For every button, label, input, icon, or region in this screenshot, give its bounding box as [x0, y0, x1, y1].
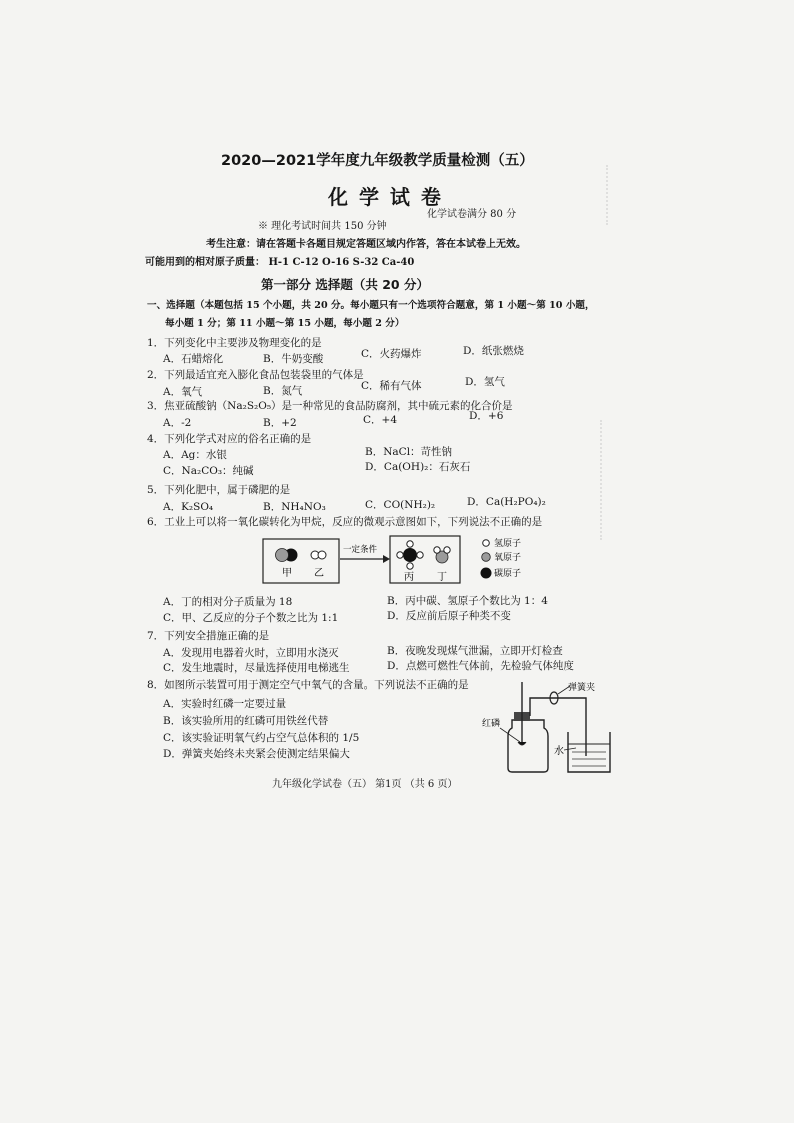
- product-hydrogen-atom: [407, 563, 413, 569]
- reaction-diagram: [260, 533, 580, 589]
- q3-option-d: D．+6: [469, 410, 504, 422]
- red-phosphorus-label: 红磷: [482, 719, 501, 729]
- gas-bottle: [508, 720, 548, 772]
- q2-stem: 2．下列最适宜充入膨化食品包装袋里的气体是: [147, 369, 364, 381]
- product-hydrogen-atom: [397, 552, 403, 558]
- q7-option-a: A．发现用电器着火时，立即用水浇灭: [163, 647, 339, 659]
- q2-option-a: A．氧气: [163, 386, 203, 398]
- atomic-mass-line: 可能用到的相对原子质量： H-1 C-12 O-16 S-32 Ca-40: [145, 257, 415, 268]
- product-hydrogen-atom: [434, 547, 440, 553]
- legend-hydrogen-icon: [483, 540, 490, 547]
- q1-option-a: A．石蜡熔化: [163, 353, 224, 365]
- q3-stem: 3．焦亚硫酸钠（Na₂S₂O₅）是一种常见的食品防腐剂，其中硫元素的化合价是: [147, 400, 513, 412]
- bleed-through-mark: [600, 420, 616, 540]
- reactant-box: [263, 539, 339, 583]
- q3-option-a: A．-2: [163, 417, 192, 429]
- q7-stem: 7．下列安全措施正确的是: [147, 630, 270, 642]
- q1-option-d: D．纸张燃烧: [463, 345, 524, 357]
- q6-option-b: B．丙中碳、氢原子个数比为 1：4: [387, 595, 548, 607]
- water-pointer: [564, 748, 576, 750]
- q5-option-b: B．NH₄NO₃: [263, 501, 326, 513]
- legend-oxygen-label: 氧原子: [494, 553, 522, 563]
- q6-option-d: D．反应前后原子种类不变: [387, 610, 511, 622]
- q6-option-a: A．丁的相对分子质量为 18: [163, 596, 293, 608]
- part1-instruction-2: 每小题 1 分；第 11 小题～第 15 小题，每小题 2 分）: [165, 318, 405, 329]
- label-ding: 丁: [437, 572, 447, 583]
- reactant-hydrogen-atom: [318, 551, 326, 559]
- q5-stem: 5．下列化肥中，属于磷肥的是: [147, 484, 291, 496]
- q4-option-c: C．Na₂CO₃：纯碱: [163, 465, 254, 477]
- notice: 考生注意：请在答题卡各题目规定答题区域内作答，答在本试卷上无效。: [206, 239, 526, 250]
- exam-subtitle: 化 学 试 卷: [328, 185, 443, 209]
- bleed-through-mark: [566, 165, 608, 225]
- q2-option-b: B．氮气: [263, 385, 303, 397]
- reactant-oxygen-atom: [276, 549, 289, 562]
- q8-option-d: D．弹簧夹始终未夹紧会使测定结果偏大: [163, 748, 350, 760]
- spring-clip-label: 弹簧夹: [568, 683, 596, 693]
- q2-option-c: C．稀有气体: [361, 380, 422, 392]
- score-note: 化学试卷满分 80 分: [427, 209, 517, 220]
- legend-hydrogen-label: 氢原子: [494, 539, 522, 549]
- reaction-arrow-head: [383, 555, 390, 563]
- exam-title: 2020—2021学年度九年级教学质量检测（五）: [221, 153, 534, 169]
- part1-title: 第一部分 选择题（共 20 分）: [261, 277, 429, 292]
- q4-option-a: A．Ag：水银: [163, 449, 227, 461]
- legend-oxygen-icon: [482, 553, 491, 562]
- q5-option-c: C．CO(NH₂)₂: [365, 499, 436, 511]
- q4-option-d: D．Ca(OH)₂：石灰石: [365, 461, 471, 473]
- q4-stem: 4．下列化学式对应的俗名正确的是: [147, 433, 312, 445]
- legend-carbon-icon: [481, 568, 492, 579]
- label-jia: 甲: [282, 568, 292, 579]
- page-footer: 九年级化学试卷（五） 第1页 （共 6 页）: [272, 779, 458, 790]
- q7-option-b: B．夜晚发现煤气泄漏，立即开灯检查: [387, 645, 563, 657]
- q6-stem: 6．工业上可以将一氧化碳转化为甲烷，反应的微观示意图如下，下列说法不正确的是: [147, 516, 543, 528]
- q1-option-c: C．火药爆炸: [361, 348, 422, 360]
- q4-option-b: B．NaCl：苛性钠: [365, 446, 453, 458]
- part1-instruction-1: 一、选择题（本题包括 15 个小题，共 20 分。每小题只有一个选项符合题意，第 1 小题～第 10 小题，: [147, 300, 595, 311]
- water-label: 水: [554, 746, 564, 757]
- product-carbon-atom: [403, 548, 417, 562]
- q7-option-d: D．点燃可燃性气体前，先检验气体纯度: [387, 660, 574, 672]
- q1-stem: 1．下列变化中主要涉及物理变化的是: [147, 337, 322, 349]
- q2-option-d: D．氢气: [465, 376, 505, 388]
- q6-option-c: C．甲、乙反应的分子个数之比为 1:1: [163, 612, 339, 624]
- q1-option-b: B．牛奶变酸: [263, 353, 324, 365]
- q5-option-d: D．Ca(H₂PO₄)₂: [467, 496, 546, 508]
- time-note: ※ 理化考试时间共 150 分钟: [258, 221, 387, 232]
- product-hydrogen-atom: [407, 541, 413, 547]
- q8-option-a: A．实验时红磷一定要过量: [163, 698, 287, 710]
- q8-option-b: B．该实验所用的红磷可用铁丝代替: [163, 715, 329, 727]
- legend-carbon-label: 碳原子: [494, 569, 522, 579]
- q7-option-c: C．发生地震时，尽量选择使用电梯逃生: [163, 662, 350, 674]
- q5-option-a: A．K₂SO₄: [163, 501, 214, 513]
- reaction-condition: 一定条件: [343, 545, 378, 555]
- q8-stem: 8．如图所示装置可用于测定空气中氧气的含量。下列说法不正确的是: [147, 679, 469, 691]
- q3-option-b: B．+2: [263, 417, 297, 429]
- oxygen-measurement-apparatus: [478, 676, 618, 776]
- label-yi: 乙: [314, 568, 324, 579]
- product-box: [390, 536, 460, 583]
- spoon-cup: [518, 742, 526, 745]
- label-bing: 丙: [404, 572, 414, 583]
- water-hatching: [572, 752, 606, 766]
- product-hydrogen-atom: [417, 552, 423, 558]
- product-hydrogen-atom: [444, 547, 450, 553]
- q3-option-c: C．+4: [363, 414, 398, 426]
- q8-option-c: C．该实验证明氧气约占空气总体积的 1/5: [163, 732, 360, 744]
